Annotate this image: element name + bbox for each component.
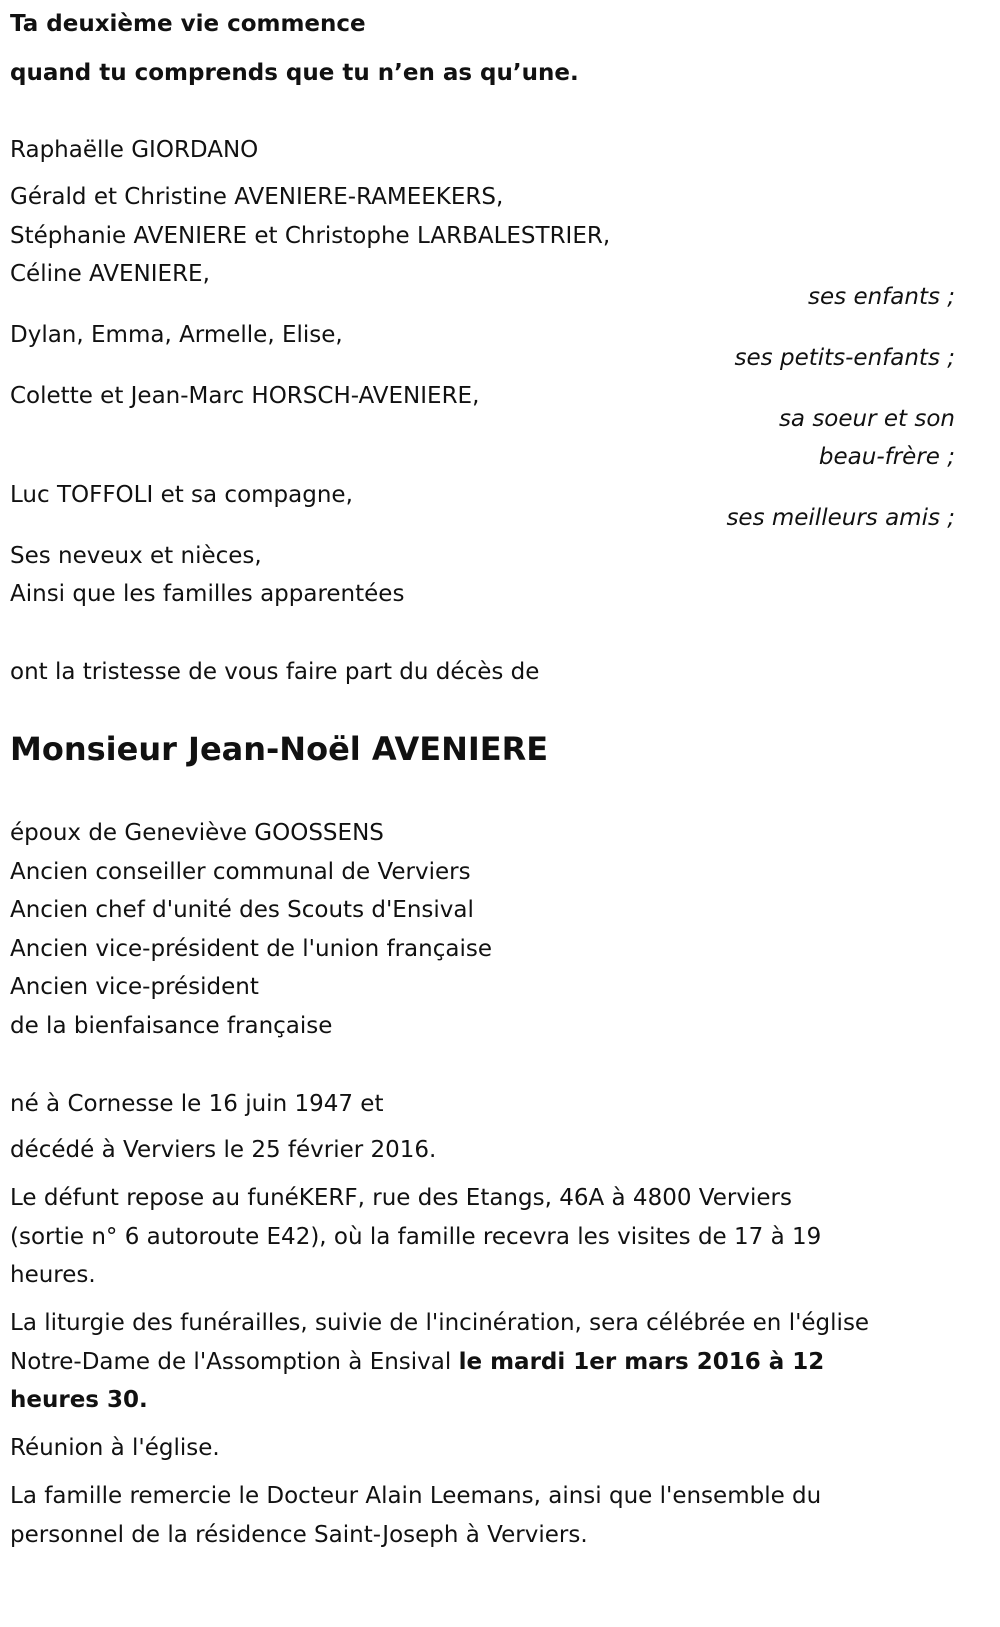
friends: Luc TOFFOLI et sa compagne, xyxy=(10,482,353,508)
funeral: La liturgie des funérailles, suivie de l'incinération, sera célébrée en l'église xyxy=(10,1310,870,1336)
child: Stéphanie AVENIERE et Christophe LARBALESTRIER, xyxy=(10,223,611,249)
children-role: ses enfants ; xyxy=(808,284,955,310)
visitation: (sortie n° 6 autoroute E42), où la famille recevra les visites de 17 à 19 xyxy=(10,1224,822,1250)
child: Gérald et Christine AVENIERE-RAMEEKERS, xyxy=(10,184,504,210)
title-line: Ancien vice-président xyxy=(10,974,259,1000)
title-line: Ancien chef d'unité des Scouts d'Ensival xyxy=(10,897,474,923)
death: décédé à Verviers le 25 février 2016. xyxy=(10,1137,437,1163)
quote-line-1: Ta deuxième vie commence xyxy=(10,11,366,37)
others: Ses neveux et nièces, xyxy=(10,543,262,569)
sister-role: sa soeur et son xyxy=(778,406,955,432)
announcement: ont la tristesse de vous faire part du décès de xyxy=(10,659,540,685)
funeral-place: Notre-Dame de l'Assomption à Ensival xyxy=(10,1349,459,1375)
partner: Raphaëlle GIORDANO xyxy=(10,137,259,163)
friends-role: ses meilleurs amis ; xyxy=(726,505,955,531)
quote-line-2: quand tu comprends que tu n’en as qu’une. xyxy=(10,60,579,86)
funeral-date: le mardi 1er mars 2016 à 12 xyxy=(458,1349,825,1375)
title-line: Ancien conseiller communal de Verviers xyxy=(10,859,471,885)
grandchildren-role: ses petits-enfants ; xyxy=(734,345,955,371)
reunion: Réunion à l'église. xyxy=(10,1435,220,1461)
title-line: Ancien vice-président de l'union française xyxy=(10,936,492,962)
title-line: de la bienfaisance française xyxy=(10,1013,333,1039)
child: Céline AVENIERE, xyxy=(10,261,210,287)
sister-role: beau-frère ; xyxy=(818,444,955,470)
funeral xyxy=(10,1348,824,1376)
deceased-name: Monsieur Jean-Noël AVENIERE xyxy=(10,730,549,768)
title-line: époux de Geneviève GOOSSENS xyxy=(10,820,384,846)
thanks: La famille remercie le Docteur Alain Leemans, ainsi que l'ensemble du xyxy=(10,1483,822,1509)
sister: Colette et Jean-Marc HORSCH-AVENIERE, xyxy=(10,383,480,409)
thanks: personnel de la résidence Saint-Joseph à Verviers. xyxy=(10,1522,588,1548)
visitation: heures. xyxy=(10,1262,96,1288)
visitation: Le défunt repose au funéKERF, rue des Etangs, 46A à 4800 Verviers xyxy=(10,1185,792,1211)
funeral-time: heures 30. xyxy=(10,1387,148,1413)
others: Ainsi que les familles apparentées xyxy=(10,581,405,607)
birth: né à Cornesse le 16 juin 1947 et xyxy=(10,1091,384,1117)
grandchildren: Dylan, Emma, Armelle, Elise, xyxy=(10,322,343,348)
